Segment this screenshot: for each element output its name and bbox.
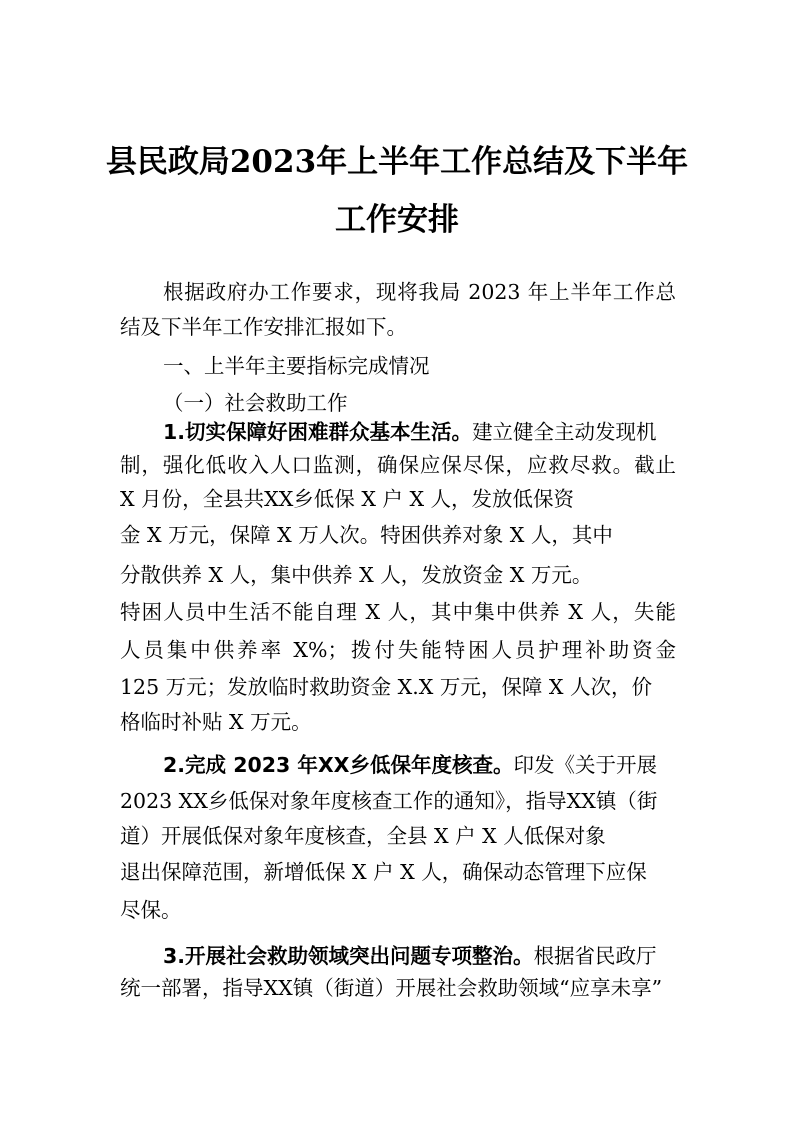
intro-paragraph-line-1: 根据政府办工作要求，现将我局 2023 年上半年工作总 bbox=[163, 280, 676, 304]
section-heading-1: 一、上半年主要指标完成情况 bbox=[163, 354, 430, 378]
item-2-heading: 2.完成 2023 年XX乡低保年度核查。 bbox=[163, 753, 514, 777]
document-title-line-1: 县民政局2023年上半年工作总结及下半年 bbox=[105, 144, 689, 180]
item-1-line-2: 制，强化低收入人口监测，确保应保尽保，应救尽救。截止 bbox=[120, 453, 676, 477]
item-3-line-1-text: 根据省民政厅 bbox=[533, 944, 657, 968]
intro-paragraph-line-2: 结及下半年工作安排汇报如下。 bbox=[120, 315, 407, 339]
item-3-line-2: 统一部署，指导XX镇（街道）开展社会救助领域“应享未享” bbox=[120, 976, 663, 1000]
item-1-heading: 1.切实保障好困难群众基本生活。 bbox=[163, 420, 473, 444]
item-1-line-7: 人员集中供养率 X%；拨付失能特困人员护理补助资金 bbox=[120, 638, 676, 662]
item-2-line-4: 退出保障范围，新增低保 X 户 X 人，确保动态管理下应保 bbox=[120, 860, 647, 884]
subsection-heading-1: （一）社会救助工作 bbox=[163, 391, 348, 415]
document-title-line-2: 工作安排 bbox=[335, 202, 459, 238]
item-1-line-1-text: 建立健全主动发现机 bbox=[472, 420, 657, 444]
item-1-line-9: 格临时补贴 X 万元。 bbox=[120, 710, 312, 734]
item-1-line-4: 金 X 万元，保障 X 万人次。特困供养对象 X 人，其中 bbox=[120, 523, 613, 547]
item-2-line-5: 尽保。 bbox=[120, 898, 182, 922]
item-2-line-1-text: 印发《关于开展 bbox=[513, 753, 657, 777]
item-2-line-1 bbox=[163, 752, 657, 778]
item-1-line-6: 特困人员中生活不能自理 X 人，其中集中供养 X 人，失能 bbox=[120, 600, 676, 624]
item-2-line-3: 道）开展低保对象年度核查，全县 X 户 X 人低保对象 bbox=[120, 824, 606, 848]
item-1-line-1 bbox=[163, 419, 657, 445]
item-1-line-5: 分散供养 X 人，集中供养 X 人，发放资金 X 万元。 bbox=[120, 563, 593, 587]
item-3-line-1 bbox=[163, 943, 657, 969]
item-2-line-2: 2023 XX乡低保对象年度核查工作的通知》，指导XX镇（街 bbox=[120, 789, 658, 813]
item-1-line-3: X 月份，全县共XX乡低保 X 户 X 人，发放低保资 bbox=[120, 487, 575, 511]
item-3-heading: 3.开展社会救助领域突出问题专项整治。 bbox=[163, 944, 534, 968]
item-1-line-8: 125 万元；发放临时救助资金 X.X 万元，保障 X 人次，价 bbox=[120, 675, 653, 699]
